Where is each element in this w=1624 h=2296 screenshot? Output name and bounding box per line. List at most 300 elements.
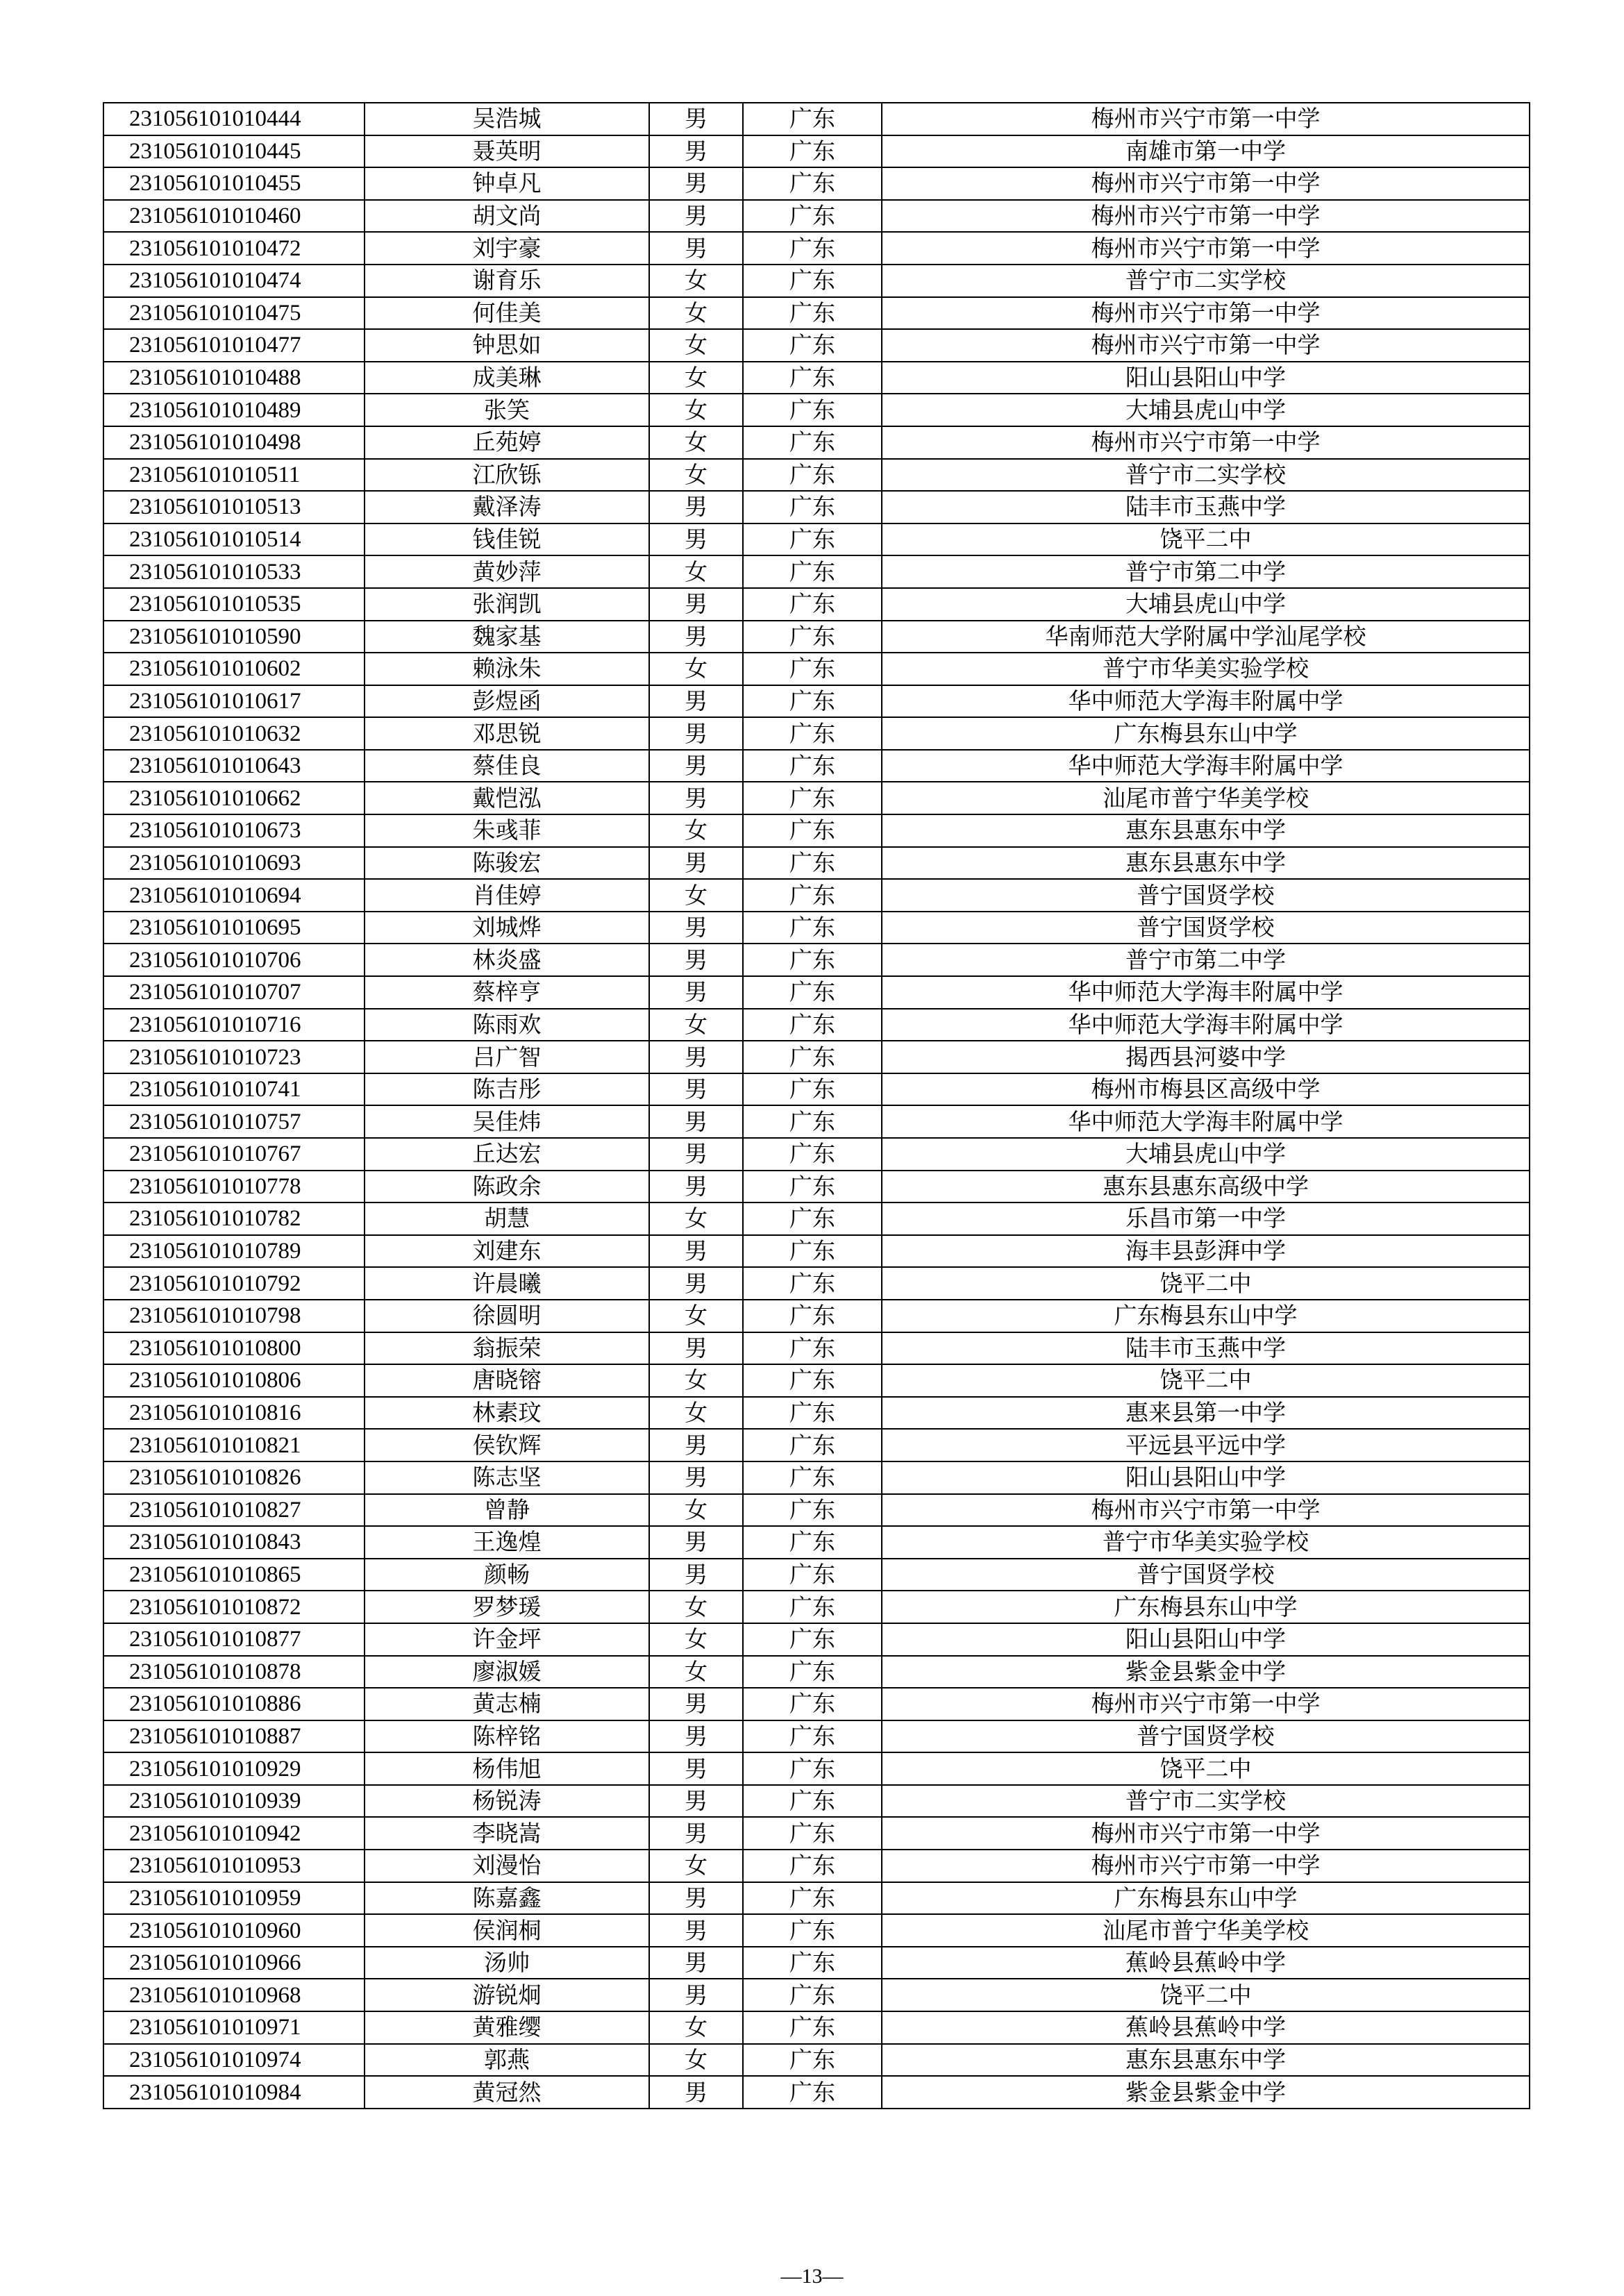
table-body [103, 103, 1530, 2109]
exam-id-cell: 231056101010723 [103, 1041, 365, 1073]
exam-id-cell: 231056101010887 [103, 1720, 365, 1753]
exam-id-cell: 231056101010474 [103, 265, 365, 297]
name-cell: 何佳美 [365, 297, 649, 330]
school-cell: 普宁市二实学校 [882, 265, 1530, 297]
province-cell: 广东 [743, 1688, 882, 1720]
school-cell: 普宁市二实学校 [882, 1785, 1530, 1818]
page-number: —13— [780, 2265, 844, 2288]
table-row [103, 976, 1530, 1009]
school-cell: 普宁国贤学校 [882, 1559, 1530, 1591]
table-row [103, 588, 1530, 621]
gender-cell: 男 [649, 1105, 743, 1138]
province-cell: 广东 [743, 329, 882, 362]
school-cell: 惠来县第一中学 [882, 1397, 1530, 1430]
school-cell: 大埔县虎山中学 [882, 588, 1530, 621]
province-cell: 广东 [743, 1914, 882, 1947]
exam-id-cell: 231056101010782 [103, 1203, 365, 1235]
table-row [103, 1235, 1530, 1268]
exam-id-cell: 231056101010693 [103, 847, 365, 880]
school-cell: 普宁市二实学校 [882, 459, 1530, 492]
name-cell: 徐圆明 [365, 1300, 649, 1332]
name-cell: 刘宇豪 [365, 232, 649, 265]
school-cell: 梅州市兴宁市第一中学 [882, 200, 1530, 233]
exam-id-cell: 231056101010695 [103, 912, 365, 944]
gender-cell: 男 [649, 523, 743, 556]
gender-cell: 男 [649, 1332, 743, 1365]
exam-id-cell: 231056101010800 [103, 1332, 365, 1365]
school-cell: 陆丰市玉燕中学 [882, 1332, 1530, 1365]
gender-cell: 男 [649, 200, 743, 233]
name-cell: 钱佳锐 [365, 523, 649, 556]
province-cell: 广东 [743, 1235, 882, 1268]
gender-cell: 男 [649, 1817, 743, 1850]
name-cell: 林炎盛 [365, 944, 649, 976]
province-cell: 广东 [743, 1105, 882, 1138]
school-cell: 华中师范大学海丰附属中学 [882, 976, 1530, 1009]
province-cell: 广东 [743, 459, 882, 492]
name-cell: 丘苑婷 [365, 426, 649, 459]
gender-cell: 男 [649, 1720, 743, 1753]
province-cell: 广东 [743, 200, 882, 233]
table-row [103, 1138, 1530, 1171]
table-row [103, 200, 1530, 233]
gender-cell: 男 [649, 588, 743, 621]
exam-id-cell: 231056101010472 [103, 232, 365, 265]
province-cell: 广东 [743, 523, 882, 556]
school-cell: 广东梅县东山中学 [882, 1591, 1530, 1623]
candidate-table [103, 102, 1530, 2109]
province-cell: 广东 [743, 782, 882, 814]
exam-id-cell: 231056101010498 [103, 426, 365, 459]
exam-id-cell: 231056101010489 [103, 394, 365, 426]
school-cell: 饶平二中 [882, 523, 1530, 556]
school-cell: 梅州市兴宁市第一中学 [882, 1688, 1530, 1720]
name-cell: 黄妙萍 [365, 555, 649, 588]
school-cell: 惠东县惠东高级中学 [882, 1171, 1530, 1203]
school-cell: 乐昌市第一中学 [882, 1203, 1530, 1235]
table-row [103, 1720, 1530, 1753]
province-cell: 广东 [743, 1979, 882, 2011]
table-row [103, 555, 1530, 588]
gender-cell: 女 [649, 1364, 743, 1397]
province-cell: 广东 [743, 1850, 882, 1882]
name-cell: 侯钦辉 [365, 1429, 649, 1461]
province-cell: 广东 [743, 1752, 882, 1785]
table-row [103, 459, 1530, 492]
name-cell: 王逸煌 [365, 1526, 649, 1559]
table-row [103, 912, 1530, 944]
table-row [103, 2076, 1530, 2109]
school-cell: 华中师范大学海丰附属中学 [882, 1105, 1530, 1138]
school-cell: 蕉岭县蕉岭中学 [882, 2011, 1530, 2044]
gender-cell: 女 [649, 329, 743, 362]
gender-cell: 男 [649, 1041, 743, 1073]
name-cell: 赖泳朱 [365, 653, 649, 685]
table-row [103, 1364, 1530, 1397]
gender-cell: 女 [649, 1656, 743, 1689]
gender-cell: 男 [649, 1559, 743, 1591]
name-cell: 杨伟旭 [365, 1752, 649, 1785]
gender-cell: 女 [649, 297, 743, 330]
exam-id-cell: 231056101010798 [103, 1300, 365, 1332]
province-cell: 广东 [743, 944, 882, 976]
school-cell: 平远县平远中学 [882, 1429, 1530, 1461]
name-cell: 陈骏宏 [365, 847, 649, 880]
name-cell: 戴泽涛 [365, 491, 649, 523]
province-cell: 广东 [743, 1397, 882, 1430]
province-cell: 广东 [743, 103, 882, 135]
school-cell: 汕尾市普宁华美学校 [882, 1914, 1530, 1947]
province-cell: 广东 [743, 265, 882, 297]
table-row [103, 394, 1530, 426]
school-cell: 南雄市第一中学 [882, 135, 1530, 168]
school-cell: 蕉岭县蕉岭中学 [882, 1947, 1530, 1979]
province-cell: 广东 [743, 1623, 882, 1656]
school-cell: 华中师范大学海丰附属中学 [882, 1009, 1530, 1041]
table-row [103, 1105, 1530, 1138]
gender-cell: 男 [649, 491, 743, 523]
table-row [103, 782, 1530, 814]
gender-cell: 男 [649, 847, 743, 880]
gender-cell: 男 [649, 232, 743, 265]
province-cell: 广东 [743, 847, 882, 880]
name-cell: 邓思锐 [365, 717, 649, 750]
name-cell: 翁振荣 [365, 1332, 649, 1365]
table-row [103, 362, 1530, 394]
exam-id-cell: 231056101010741 [103, 1073, 365, 1106]
exam-id-cell: 231056101010816 [103, 1397, 365, 1430]
name-cell: 谢育乐 [365, 265, 649, 297]
gender-cell: 女 [649, 1850, 743, 1882]
exam-id-cell: 231056101010767 [103, 1138, 365, 1171]
gender-cell: 女 [649, 1623, 743, 1656]
name-cell: 张润凯 [365, 588, 649, 621]
school-cell: 阳山县阳山中学 [882, 362, 1530, 394]
province-cell: 广东 [743, 588, 882, 621]
province-cell: 广东 [743, 394, 882, 426]
province-cell: 广东 [743, 717, 882, 750]
province-cell: 广东 [743, 814, 882, 847]
school-cell: 梅州市兴宁市第一中学 [882, 1494, 1530, 1527]
exam-id-cell: 231056101010643 [103, 750, 365, 782]
table-row [103, 167, 1530, 200]
province-cell: 广东 [743, 1720, 882, 1753]
school-cell: 普宁国贤学校 [882, 879, 1530, 912]
gender-cell: 男 [649, 976, 743, 1009]
gender-cell: 女 [649, 1591, 743, 1623]
exam-id-cell: 231056101010514 [103, 523, 365, 556]
school-cell: 梅州市兴宁市第一中学 [882, 167, 1530, 200]
name-cell: 黄冠然 [365, 2076, 649, 2109]
exam-id-cell: 231056101010445 [103, 135, 365, 168]
name-cell: 许晨曦 [365, 1267, 649, 1300]
exam-id-cell: 231056101010511 [103, 459, 365, 492]
gender-cell: 男 [649, 1461, 743, 1494]
province-cell: 广东 [743, 426, 882, 459]
province-cell: 广东 [743, 1171, 882, 1203]
exam-id-cell: 231056101010475 [103, 297, 365, 330]
name-cell: 陈雨欢 [365, 1009, 649, 1041]
gender-cell: 女 [649, 394, 743, 426]
gender-cell: 男 [649, 621, 743, 653]
exam-id-cell: 231056101010455 [103, 167, 365, 200]
school-cell: 阳山县阳山中学 [882, 1461, 1530, 1494]
exam-id-cell: 231056101010513 [103, 491, 365, 523]
province-cell: 广东 [743, 1203, 882, 1235]
table-row [103, 1171, 1530, 1203]
exam-id-cell: 231056101010886 [103, 1688, 365, 1720]
school-cell: 梅州市兴宁市第一中学 [882, 297, 1530, 330]
table-row [103, 1979, 1530, 2011]
name-cell: 钟思如 [365, 329, 649, 362]
name-cell: 陈志坚 [365, 1461, 649, 1494]
exam-id-cell: 231056101010716 [103, 1009, 365, 1041]
gender-cell: 男 [649, 103, 743, 135]
name-cell: 杨锐涛 [365, 1785, 649, 1818]
name-cell: 朱彧菲 [365, 814, 649, 847]
gender-cell: 男 [649, 1171, 743, 1203]
exam-id-cell: 231056101010974 [103, 2044, 365, 2077]
province-cell: 广东 [743, 167, 882, 200]
school-cell: 阳山县阳山中学 [882, 1623, 1530, 1656]
exam-id-cell: 231056101010707 [103, 976, 365, 1009]
name-cell: 廖淑媛 [365, 1656, 649, 1689]
exam-id-cell: 231056101010806 [103, 1364, 365, 1397]
gender-cell: 男 [649, 1979, 743, 2011]
name-cell: 钟卓凡 [365, 167, 649, 200]
gender-cell: 女 [649, 459, 743, 492]
gender-cell: 男 [649, 1688, 743, 1720]
school-cell: 普宁国贤学校 [882, 912, 1530, 944]
province-cell: 广东 [743, 2044, 882, 2077]
table-row [103, 523, 1530, 556]
province-cell: 广东 [743, 555, 882, 588]
table-row [103, 1688, 1530, 1720]
school-cell: 饶平二中 [882, 1267, 1530, 1300]
gender-cell: 男 [649, 912, 743, 944]
name-cell: 彭煜函 [365, 685, 649, 718]
school-cell: 梅州市兴宁市第一中学 [882, 1850, 1530, 1882]
school-cell: 饶平二中 [882, 1364, 1530, 1397]
school-cell: 梅州市梅县区高级中学 [882, 1073, 1530, 1106]
name-cell: 聂英明 [365, 135, 649, 168]
table-row [103, 1752, 1530, 1785]
province-cell: 广东 [743, 1009, 882, 1041]
school-cell: 普宁国贤学校 [882, 1720, 1530, 1753]
table-row [103, 944, 1530, 976]
province-cell: 广东 [743, 491, 882, 523]
province-cell: 广东 [743, 1138, 882, 1171]
name-cell: 刘漫怡 [365, 1850, 649, 1882]
gender-cell: 女 [649, 1494, 743, 1527]
table-row [103, 1785, 1530, 1818]
table-row [103, 1656, 1530, 1689]
province-cell: 广东 [743, 976, 882, 1009]
table-row [103, 426, 1530, 459]
gender-cell: 男 [649, 1947, 743, 1979]
gender-cell: 女 [649, 2044, 743, 2077]
exam-id-cell: 231056101010444 [103, 103, 365, 135]
exam-id-cell: 231056101010827 [103, 1494, 365, 1527]
exam-id-cell: 231056101010535 [103, 588, 365, 621]
table-row [103, 717, 1530, 750]
table-row [103, 2044, 1530, 2077]
province-cell: 广东 [743, 1300, 882, 1332]
name-cell: 刘城烨 [365, 912, 649, 944]
table-row [103, 750, 1530, 782]
school-cell: 陆丰市玉燕中学 [882, 491, 1530, 523]
name-cell: 肖佳婷 [365, 879, 649, 912]
province-cell: 广东 [743, 879, 882, 912]
province-cell: 广东 [743, 1591, 882, 1623]
province-cell: 广东 [743, 297, 882, 330]
name-cell: 吴浩城 [365, 103, 649, 135]
school-cell: 紫金县紫金中学 [882, 1656, 1530, 1689]
table-row [103, 1947, 1530, 1979]
table-row [103, 1009, 1530, 1041]
school-cell: 饶平二中 [882, 1752, 1530, 1785]
table-row [103, 103, 1530, 135]
exam-id-cell: 231056101010460 [103, 200, 365, 233]
school-cell: 普宁市华美实验学校 [882, 653, 1530, 685]
exam-id-cell: 231056101010968 [103, 1979, 365, 2011]
table-row [103, 1623, 1530, 1656]
gender-cell: 男 [649, 1526, 743, 1559]
province-cell: 广东 [743, 1364, 882, 1397]
school-cell: 普宁市华美实验学校 [882, 1526, 1530, 1559]
province-cell: 广东 [743, 1526, 882, 1559]
name-cell: 颜畅 [365, 1559, 649, 1591]
exam-id-cell: 231056101010662 [103, 782, 365, 814]
exam-id-cell: 231056101010706 [103, 944, 365, 976]
gender-cell: 男 [649, 1235, 743, 1268]
province-cell: 广东 [743, 685, 882, 718]
province-cell: 广东 [743, 1041, 882, 1073]
table-row [103, 1526, 1530, 1559]
exam-id-cell: 231056101010843 [103, 1526, 365, 1559]
table-row [103, 232, 1530, 265]
school-cell: 惠东县惠东中学 [882, 2044, 1530, 2077]
name-cell: 汤帅 [365, 1947, 649, 1979]
gender-cell: 女 [649, 1397, 743, 1430]
province-cell: 广东 [743, 1947, 882, 1979]
gender-cell: 女 [649, 814, 743, 847]
table-row [103, 265, 1530, 297]
gender-cell: 男 [649, 717, 743, 750]
exam-id-cell: 231056101010984 [103, 2076, 365, 2109]
name-cell: 侯润桐 [365, 1914, 649, 1947]
name-cell: 郭燕 [365, 2044, 649, 2077]
table-row [103, 847, 1530, 880]
province-cell: 广东 [743, 1785, 882, 1818]
province-cell: 广东 [743, 135, 882, 168]
table-row [103, 2011, 1530, 2044]
name-cell: 李晓嵩 [365, 1817, 649, 1850]
exam-id-cell: 231056101010602 [103, 653, 365, 685]
school-cell: 汕尾市普宁华美学校 [882, 782, 1530, 814]
gender-cell: 女 [649, 653, 743, 685]
name-cell: 黄雅缨 [365, 2011, 649, 2044]
exam-id-cell: 231056101010617 [103, 685, 365, 718]
school-cell: 惠东县惠东中学 [882, 814, 1530, 847]
name-cell: 张笑 [365, 394, 649, 426]
exam-id-cell: 231056101010878 [103, 1656, 365, 1689]
table-row [103, 1429, 1530, 1461]
name-cell: 陈吉彤 [365, 1073, 649, 1106]
table-row [103, 491, 1530, 523]
table-row [103, 297, 1530, 330]
school-cell: 广东梅县东山中学 [882, 1300, 1530, 1332]
exam-id-cell: 231056101010792 [103, 1267, 365, 1300]
name-cell: 陈政余 [365, 1171, 649, 1203]
province-cell: 广东 [743, 1559, 882, 1591]
province-cell: 广东 [743, 653, 882, 685]
school-cell: 大埔县虎山中学 [882, 394, 1530, 426]
exam-id-cell: 231056101010757 [103, 1105, 365, 1138]
gender-cell: 女 [649, 265, 743, 297]
table-row [103, 1073, 1530, 1106]
school-cell: 惠东县惠东中学 [882, 847, 1530, 880]
exam-id-cell: 231056101010877 [103, 1623, 365, 1656]
exam-id-cell: 231056101010959 [103, 1882, 365, 1915]
gender-cell: 男 [649, 2076, 743, 2109]
school-cell: 梅州市兴宁市第一中学 [882, 1817, 1530, 1850]
name-cell: 戴恺泓 [365, 782, 649, 814]
gender-cell: 男 [649, 1429, 743, 1461]
exam-id-cell: 231056101010865 [103, 1559, 365, 1591]
gender-cell: 男 [649, 1914, 743, 1947]
gender-cell: 男 [649, 135, 743, 168]
exam-id-cell: 231056101010872 [103, 1591, 365, 1623]
province-cell: 广东 [743, 1073, 882, 1106]
province-cell: 广东 [743, 1494, 882, 1527]
exam-id-cell: 231056101010953 [103, 1850, 365, 1882]
province-cell: 广东 [743, 912, 882, 944]
exam-id-cell: 231056101010966 [103, 1947, 365, 1979]
table-row [103, 1267, 1530, 1300]
gender-cell: 男 [649, 1882, 743, 1915]
exam-id-cell: 231056101010488 [103, 362, 365, 394]
table-row [103, 1203, 1530, 1235]
table-row [103, 1559, 1530, 1591]
table-row [103, 653, 1530, 685]
name-cell: 曾静 [365, 1494, 649, 1527]
table-row [103, 1397, 1530, 1430]
table-row [103, 879, 1530, 912]
exam-id-cell: 231056101010533 [103, 555, 365, 588]
gender-cell: 女 [649, 1300, 743, 1332]
school-cell: 揭西县河婆中学 [882, 1041, 1530, 1073]
gender-cell: 男 [649, 167, 743, 200]
gender-cell: 女 [649, 1203, 743, 1235]
exam-id-cell: 231056101010971 [103, 2011, 365, 2044]
gender-cell: 女 [649, 1009, 743, 1041]
exam-id-cell: 231056101010826 [103, 1461, 365, 1494]
name-cell: 游锐炯 [365, 1979, 649, 2011]
table-row [103, 1494, 1530, 1527]
school-cell: 大埔县虎山中学 [882, 1138, 1530, 1171]
school-cell: 梅州市兴宁市第一中学 [882, 426, 1530, 459]
exam-id-cell: 231056101010939 [103, 1785, 365, 1818]
exam-id-cell: 231056101010942 [103, 1817, 365, 1850]
province-cell: 广东 [743, 1429, 882, 1461]
school-cell: 饶平二中 [882, 1979, 1530, 2011]
name-cell: 蔡佳良 [365, 750, 649, 782]
table-row [103, 814, 1530, 847]
province-cell: 广东 [743, 1332, 882, 1365]
exam-id-cell: 231056101010789 [103, 1235, 365, 1268]
table-row [103, 1300, 1530, 1332]
